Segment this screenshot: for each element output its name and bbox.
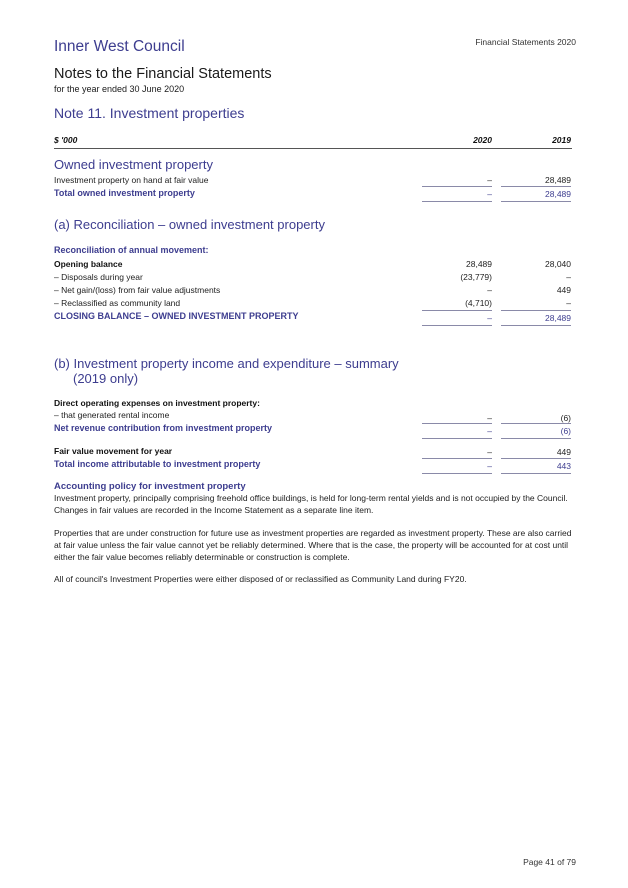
document-title: Financial Statements 2020	[475, 37, 576, 47]
page-number: Page 41 of 79	[523, 857, 576, 867]
period-subtitle: for the year ended 30 June 2020	[54, 84, 185, 94]
total-income-2019: 443	[556, 461, 571, 471]
note-title: Note 11. Investment properties	[54, 105, 245, 121]
fv-movement-2020: –	[487, 447, 492, 457]
opening-balance-label: Opening balance	[54, 259, 123, 269]
policy-paragraph-1: Investment property, principally comprising freehold office buildings, is held for long-term rental yields and is not occupied by the Council. Changes in fair values are recorded in the Income Statement as a separate line item.	[54, 493, 568, 515]
subtotal-rule	[422, 186, 492, 187]
subtotal-rule	[501, 458, 571, 459]
total-rule	[422, 325, 492, 326]
subtotal-rule	[422, 310, 492, 311]
reconciliation-heading: (a) Reconciliation – owned investment property	[54, 217, 325, 232]
rental-income-2019: (6)	[560, 413, 571, 423]
disposals-2020: (23,779)	[460, 272, 492, 282]
total-label: Total owned investment property	[54, 188, 195, 198]
column-2019-header: 2019	[552, 135, 571, 145]
total-rule	[422, 201, 492, 202]
subtotal-rule	[422, 423, 492, 424]
row-label: Investment property on hand at fair value	[54, 175, 209, 185]
income-heading-line2: (2019 only)	[73, 371, 139, 386]
total-rule	[422, 473, 492, 474]
notes-title: Notes to the Financial Statements	[54, 66, 272, 82]
total-rule	[501, 325, 571, 326]
total-value-2019: 28,489	[545, 189, 571, 199]
row-value-2020: –	[487, 175, 492, 185]
reclassified-label: – Reclassified as community land	[54, 298, 181, 308]
fv-movement-2019: 449	[556, 447, 571, 457]
net-revenue-2020: –	[487, 426, 492, 436]
subtotal-rule	[501, 423, 571, 424]
reconciliation-subheading: Reconciliation of annual movement:	[54, 245, 209, 255]
income-heading-line1: (b) Investment property income and expenditure – summary	[54, 356, 399, 371]
header-divider	[54, 148, 572, 149]
direct-expenses-label: Direct operating expenses on investment property:	[54, 398, 260, 408]
owned-heading: Owned investment property	[54, 157, 213, 172]
rental-income-2020: –	[487, 413, 492, 423]
closing-balance-2019: 28,489	[545, 313, 571, 323]
policy-paragraph-3: All of council's Investment Properties were either disposed of or reclassified as Community Land during FY20.	[54, 574, 467, 584]
total-income-2020: –	[487, 461, 492, 471]
total-income-label: Total income attributable to investment property	[54, 459, 261, 469]
opening-balance-2019: 28,040	[545, 259, 571, 269]
subtotal-rule	[501, 310, 571, 311]
net-revenue-label: Net revenue contribution from investment property	[54, 423, 273, 433]
net-revenue-2019: (6)	[560, 426, 571, 436]
total-value-2020: –	[487, 189, 492, 199]
policy-heading: Accounting policy for investment property	[54, 481, 246, 492]
closing-balance-2020: –	[487, 313, 492, 323]
total-rule	[422, 438, 492, 439]
reclassified-2019: –	[566, 298, 571, 308]
organisation-name: Inner West Council	[54, 38, 185, 55]
subtotal-rule	[501, 186, 571, 187]
total-rule	[501, 201, 571, 202]
fv-movement-label: Fair value movement for year	[54, 446, 173, 456]
net-gain-label: – Net gain/(loss) from fair value adjustments	[54, 285, 221, 295]
reclassified-2020: (4,710)	[465, 298, 492, 308]
rental-income-label: – that generated rental income	[54, 410, 170, 420]
policy-paragraph-2: Properties that are under construction for future use as investment properties are regarded as investment property. These are also carried at fair value unless the fair value cannot yet be reliably determined. Where that is the case, the property will be accounted for at cost until either the fair value becomes reliably determinable or construction is complete.	[54, 528, 572, 562]
total-rule	[501, 473, 571, 474]
closing-balance-label: CLOSING BALANCE – OWNED INVESTMENT PROPERTY	[54, 311, 299, 321]
subtotal-rule	[422, 458, 492, 459]
unit-label: $ '000	[54, 135, 78, 145]
column-2020-header: 2020	[473, 135, 492, 145]
disposals-2019: –	[566, 272, 571, 282]
disposals-label: – Disposals during year	[54, 272, 143, 282]
row-value-2019: 28,489	[545, 175, 571, 185]
net-gain-2020: –	[487, 285, 492, 295]
net-gain-2019: 449	[556, 285, 571, 295]
total-rule	[501, 438, 571, 439]
opening-balance-2020: 28,489	[466, 259, 492, 269]
